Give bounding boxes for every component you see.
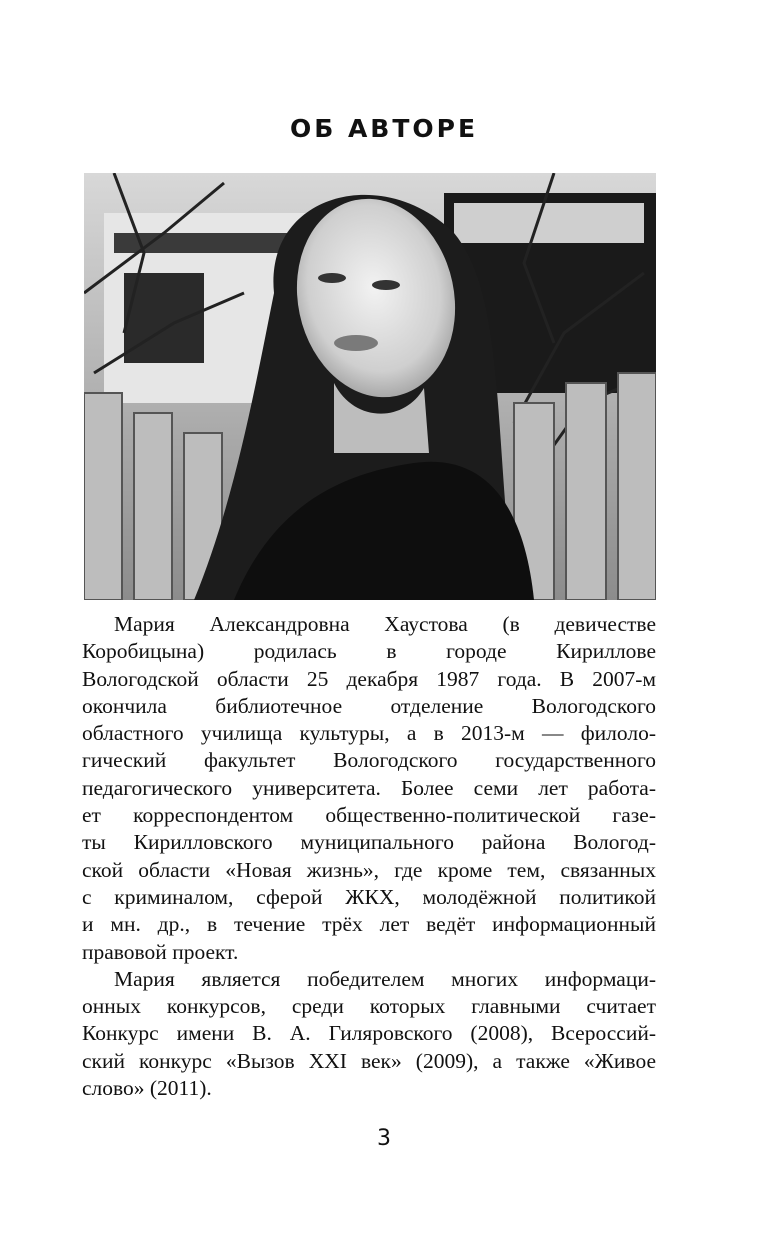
page-number: 3 <box>377 1126 391 1151</box>
text-line: ский конкурс «Вызов XXI век» (2009), а также «Живое <box>82 1048 656 1073</box>
biography-paragraph-2 <box>82 966 656 1102</box>
biography-paragraph-1 <box>82 611 656 966</box>
text-line: Коробицына) родилась в городе Кириллове <box>82 639 656 664</box>
text-line: областного училища культуры, а в 2013-м — филоло- <box>82 721 656 746</box>
text-line: онных конкурсов, среди которых главными считает <box>82 994 656 1019</box>
text-line: гический факультет Вологодского государственного <box>82 748 656 773</box>
text-line: и мн. др., в течение трёх лет ведёт информационный <box>82 912 656 937</box>
text-line: ты Кирилловского муниципального района Вологод- <box>82 830 656 855</box>
text-line: Вологодской области 25 декабря 1987 года. В 2007-м <box>82 666 656 691</box>
page-heading: ОБ АВТОРЕ <box>289 114 479 143</box>
text-line: ской области «Новая жизнь», где кроме тем, связанных <box>82 857 656 882</box>
text-line: педагогического университета. Более семи лет работа- <box>82 775 656 800</box>
text-line: Конкурс имени В. А. Гиляровского (2008), Всероссий- <box>82 1021 656 1046</box>
text-line: слово» (2011). <box>82 1076 212 1101</box>
author-biography <box>82 611 656 1102</box>
text-line: правовой проект. <box>82 939 239 964</box>
text-line: с криминалом, сферой ЖКХ, молодёжной политикой <box>82 884 656 909</box>
text-line: Мария Александровна Хаустова (в девичестве <box>114 612 656 636</box>
author-portrait-photo <box>84 173 656 600</box>
text-line: Мария является победителем многих информаци- <box>114 966 656 991</box>
text-line: ет корреспондентом общественно-политической газе- <box>82 803 656 828</box>
text-line: окончила библиотечное отделение Вологодского <box>82 693 656 718</box>
